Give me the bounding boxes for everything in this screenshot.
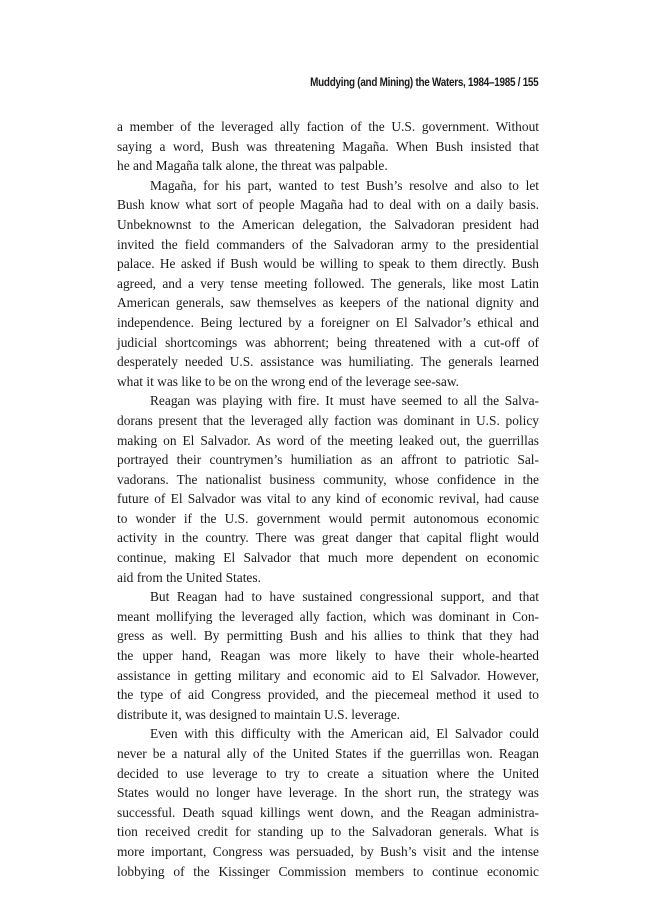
text-line: aid from the United States. [117,569,261,585]
paragraph [117,391,539,587]
paragraph [117,117,539,176]
text-line: judicial shortcomings was abhorrent; being threatened with a cut-off of [117,334,539,350]
text-line: tion received credit for standing up to the Salvadoran generals. What is [117,824,539,840]
text-line: continue, making El Salvador that much more dependent on economic [117,550,539,566]
text-line: dorans present that the leveraged ally faction was dominant in U.S. policy [117,412,539,428]
text-line: Magaña, for his part, wanted to test Bush’s resolve and also to let [150,177,539,193]
text-line: activity in the country. There was great danger that capital flight would [117,530,539,546]
text-line: Even with this difficulty with the American aid, El Salvador could [150,726,539,742]
text-line: agreed, and a very tense meeting followed. The generals, like most Latin [117,275,539,291]
text-line: States would no longer have leverage. In the short run, the strategy was [117,785,539,801]
text-line: gress as well. By permitting Bush and his allies to think that they had [117,628,539,644]
text-line: Reagan was playing with fire. It must have seemed to all the Salva- [150,393,539,409]
text-line: distribute it, was designed to maintain U.S. leverage. [117,706,401,722]
paragraph [117,176,539,392]
text-line: successful. Death squad killings went down, and the Reagan administra- [117,804,539,820]
paragraph [117,587,539,724]
text-line: the upper hand, Reagan was more likely to have their whole-hearted [117,648,539,664]
text-line: decided to use leverage to try to create a situation where the United [117,765,539,781]
text-line: saying a word, Bush was threatening Magaña. When Bush insisted that [117,138,539,154]
text-line: to wonder if the U.S. government would permit autonomous economic [117,510,539,526]
text-line: future of El Salvador was vital to any kind of economic revival, had cause [117,491,539,507]
text-line: portrayed their countrymen’s humiliation as an affront to patriotic Sal- [117,452,539,468]
text-line: lobbying of the Kissinger Commission members to continue economic [117,863,539,879]
text-line: assistance in getting military and economic aid to El Salvador. However, [117,667,539,683]
paragraph [117,724,539,881]
text-line: he and Magaña talk alone, the threat was palpable. [117,158,388,174]
text-line: desperately needed U.S. assistance was humiliating. The generals learned [117,354,539,370]
text-line: making on El Salvador. As word of the meeting leaked out, the guerrillas [117,432,539,448]
text-line: But Reagan had to have sustained congressional support, and that [150,589,539,605]
text-line: Unbeknownst to the American delegation, the Salvadoran president had [117,216,539,232]
text-line: never be a natural ally of the United States if the guerrillas won. Reagan [117,746,539,761]
text-line: vadorans. The nationalist business community, whose confidence in the [117,471,539,487]
text-line: meant mollifying the leveraged ally faction, which was dominant in Con- [117,608,539,624]
text-line: a member of the leveraged ally faction of the U.S. government. Without [117,119,539,134]
text-line: the type of aid Congress provided, and the piecemeal method it used to [117,687,539,703]
text-line: palace. He asked if Bush would be willing to speak to them directly. Bush [117,256,539,272]
text-line: independence. Being lectured by a foreigner on El Salvador’s ethical and [117,314,539,330]
text-line: American generals, saw themselves as keepers of the national dignity and [117,295,539,311]
text-line: Bush know what sort of people Magaña had to deal with on a daily basis. [117,197,539,213]
running-head: Muddying (and Mining) the Waters, 1984–1985 / 155 [309,77,538,89]
text-line: what it was like to be on the wrong end of the leverage see-saw. [117,373,459,389]
text-line: invited the field commanders of the Salvadoran army to the presidential [117,236,539,252]
body-text [117,117,539,881]
text-line: more important, Congress was persuaded, by Bush’s visit and the intense [117,843,539,859]
